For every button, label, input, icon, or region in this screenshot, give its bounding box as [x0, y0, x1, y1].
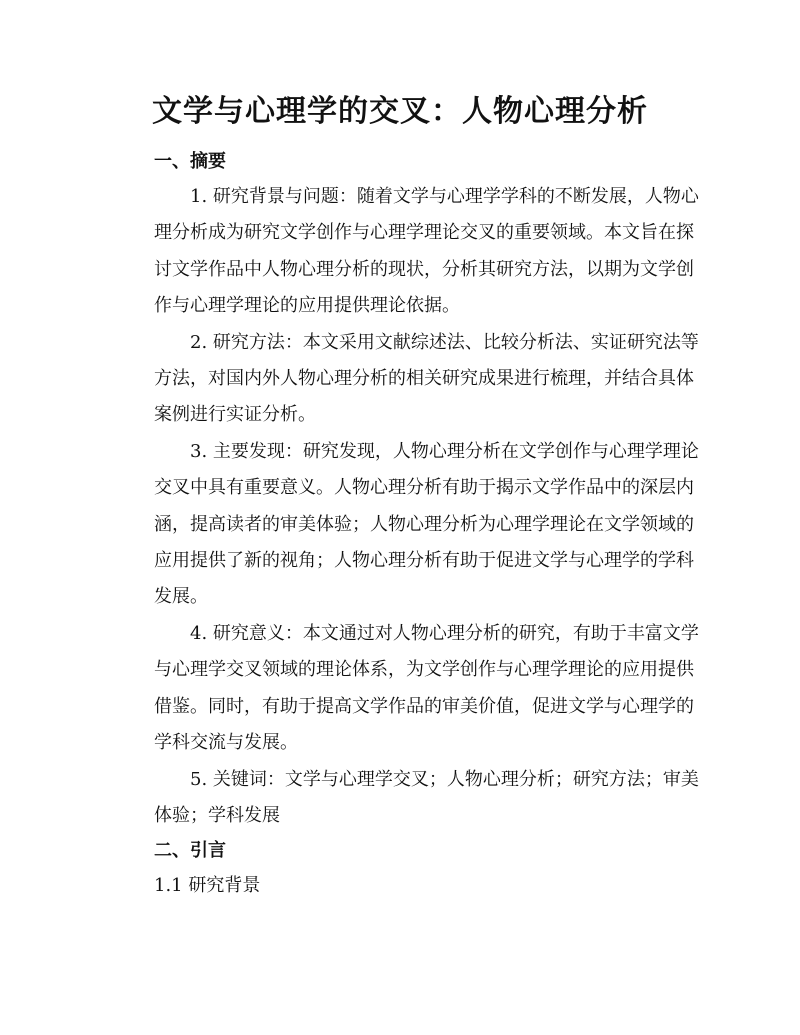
document-body: [118, 145, 699, 904]
section-heading-introduction: 二、引言: [154, 840, 226, 862]
paragraph-line: 体验；学科发展: [154, 804, 280, 826]
paragraph-line: 涵，提高读者的审美体验；人物心理分析为心理学理论在文学领域的: [154, 513, 694, 535]
paragraph-line: 借鉴。同时，有助于提高文学作品的审美价值，促进文学与心理学的: [154, 695, 694, 717]
paragraph-line: 4. 研究意义：本文通过对人物心理分析的研究，有助于丰富文学: [190, 622, 699, 644]
paragraph-line: 3. 主要发现：研究发现，人物心理分析在文学创作与心理学理论: [190, 440, 699, 462]
abstract-paragraph-1: [118, 179, 699, 325]
section-heading-abstract: 一、摘要: [154, 151, 226, 172]
abstract-paragraph-4: [118, 616, 699, 762]
paragraph-line: 交叉中具有重要意义。人物心理分析有助于揭示文学作品中的深层内: [154, 477, 694, 499]
paragraph-line: 作与心理学理论的应用提供理论依据。: [154, 295, 460, 317]
paragraph-line: 讨文学作品中人物心理分析的现状，分析其研究方法，以期为文学创: [154, 258, 694, 280]
paragraph-line: 理分析成为研究文学创作与心理学理论交叉的重要领域。本文旨在探: [154, 222, 694, 244]
paragraph-line: 应用提供了新的视角；人物心理分析有助于促进文学与心理学的学科: [154, 550, 694, 572]
abstract-paragraph-2: [118, 325, 699, 434]
paragraph-line: 学科交流与发展。: [154, 732, 298, 754]
abstract-paragraph-3: [118, 434, 699, 616]
abstract-paragraph-5: [118, 762, 699, 835]
paragraph-line: 1. 研究背景与问题：随着文学与心理学学科的不断发展，人物心: [190, 186, 699, 207]
paragraph-line: 2. 研究方法：本文采用文献综述法、比较分析法、实证研究法等: [190, 331, 699, 353]
page-title: 文学与心理学的交叉：人物心理分析: [152, 94, 648, 129]
paragraph-line: 5. 关键词：文学与心理学交叉；人物心理分析；研究方法；审美: [190, 768, 699, 790]
paragraph-line: 发展。: [154, 586, 208, 608]
paragraph-line: 方法，对国内外人物心理分析的相关研究成果进行梳理，并结合具体: [154, 368, 694, 390]
paragraph-line: 与心理学交叉领域的理论体系，为文学创作与心理学理论的应用提供: [154, 659, 694, 681]
subsection-heading-background: 1.1 研究背景: [154, 875, 261, 897]
paragraph-line: 案例进行实证分析。: [154, 404, 316, 426]
